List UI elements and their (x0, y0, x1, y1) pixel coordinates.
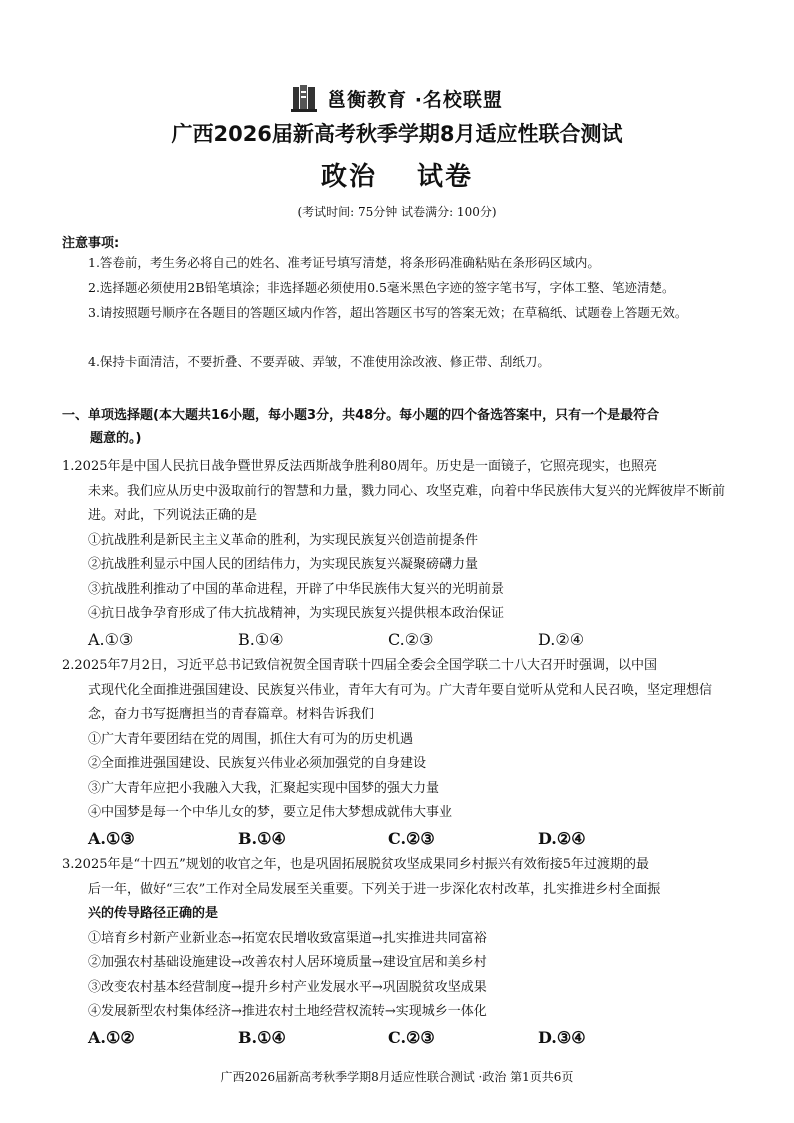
question-stem: 未来。我们应从历史中汲取前行的智慧和力量，戮力同心、攻坚克难，向着中华民族伟大复兴的光辉彼岸不断前进。对此，下列说法正确的是 (88, 483, 726, 523)
question-stem: 3.2025年是“十四五”规划的收官之年，也是巩固拓展脱贫攻坚成果同乡村振兴有效衔接5年过渡期的最 (62, 857, 650, 872)
exam-title: 广西2026届新高考秋季学期8月适应性联合测试 (171, 122, 623, 146)
brand-name: 邕衡教育 ·名校联盟 (327, 88, 503, 111)
exam-info: (考试时间: 75分钟 试卷满分: 100分) (297, 205, 497, 219)
statement-item: ②全面推进强国建设、民族复兴伟业必须加强党的自身建设 (88, 756, 427, 771)
note-item: 2.选择题必须使用2B铅笔填涂；非选择题必须使用0.5毫米黑色字迹的签字笔书写，字体工整、笔迹清楚。 (88, 280, 675, 295)
answer-options (62, 1025, 734, 1051)
option-a: A.①③ (88, 828, 135, 848)
notes-title: 注意事项: (62, 236, 120, 251)
question-3 (62, 853, 734, 1051)
page-footer: 广西2026届新高考秋季学期8月适应性联合测试 ·政治 第1页共6页 (220, 1070, 574, 1084)
option-c: C.②③ (388, 629, 434, 649)
statement-item: ③广大青年应把小我融入大我，汇聚起实现中国梦的强大力量 (88, 780, 440, 796)
option-a: A.①② (88, 1027, 135, 1047)
question-2 (62, 654, 734, 852)
statement-item: ②加强农村基础设施建设→改善农村人居环境质量→建设宜居和美乡村 (88, 955, 487, 970)
statement-item: ①培育乡村新产业新业态→拓宽农民增收致富渠道→扎实推进共同富裕 (88, 930, 487, 946)
statement-item: ③改变农村基本经营制度→提升乡村产业发展水平→巩固脱贫攻坚成果 (88, 979, 487, 995)
statement-item: ③抗战胜利推动了中国的革命进程，开辟了中华民族伟大复兴的光明前景 (88, 581, 505, 597)
option-b: B.①④ (238, 1027, 286, 1047)
statement-item: ④发展新型农村集体经济→推进农村土地经营权流转→实现城乡一体化 (88, 1004, 487, 1019)
note-item: 4.保持卡面清洁，不要折叠、不要弄破、弄皱，不准使用涂改液、修正带、刮纸刀。 (88, 354, 550, 369)
answer-options (62, 627, 734, 653)
statement-item: ④中国梦是每一个中华儿女的梦，要立足伟大梦想成就伟大事业 (88, 805, 453, 820)
note-item: 3.请按照题号顺序在各题目的答题区域内作答，超出答题区书写的答案无效；在草稿纸、试题卷上答题无效。 (88, 305, 688, 320)
book-logo-icon (291, 84, 317, 112)
section-heading-line: 一、单项选择题(本大题共16小题，每小题3分，共48分。每小题的四个备选答案中，只有一个是最符合 (62, 408, 660, 423)
section-heading-line: 题意的。) (90, 431, 142, 446)
subject-title (0, 156, 794, 193)
option-d: D.②④ (538, 828, 586, 848)
section-heading (62, 404, 734, 450)
option-c: C.②③ (388, 828, 435, 848)
statement-item: ②抗战胜利显示中国人民的团结伟力，为实现民族复兴凝聚磅礴力量 (88, 557, 479, 572)
option-a: A.①③ (88, 629, 134, 649)
note-item: 1.答卷前，考生务必将自己的姓名、准考证号填写清楚，将条形码准确粘贴在条形码区域内。 (88, 255, 600, 270)
option-d: D.②④ (538, 629, 585, 649)
question-stem: 式现代化全面推进强国建设、民族复兴伟业，青年大有可为。广大青年要自觉听从党和人民召唤，坚定理想信念，奋力书写挺膺担当的青春篇章。材料告诉我们 (88, 682, 713, 722)
option-b: B.①④ (238, 828, 286, 848)
answer-options (62, 826, 734, 852)
question-stem: 后一年，做好“三农”工作对全局发展至关重要。下列关于进一步深化农村改革，扎实推进乡村全面振 (88, 881, 661, 897)
option-d: D.③④ (538, 1027, 586, 1047)
brand-header (0, 84, 794, 116)
question-stem: 1.2025年是中国人民抗日战争暨世界反法西斯战争胜利80周年。历史是一面镜子，它照亮现实，也照亮 (62, 459, 658, 474)
question-1 (62, 455, 734, 653)
option-c: C.②③ (388, 1027, 435, 1047)
question-stem-emphasis: 兴的传导路径正确的是 (88, 906, 219, 921)
subject-name: 政治 (320, 162, 377, 192)
statement-item: ①抗战胜利是新民主主义革命的胜利，为实现民族复兴创造前提条件 (88, 532, 479, 548)
paper-label: 试卷 (417, 162, 474, 192)
statement-item: ①广大青年要团结在党的周围，抓住大有可为的历史机遇 (88, 731, 414, 747)
question-stem: 2.2025年7月2日，习近平总书记致信祝贺全国青联十四届全委会全国学联二十八大召开时强调，以中国 (62, 658, 658, 673)
option-b: B.①④ (238, 629, 284, 649)
statement-item: ④抗日战争孕育形成了伟大抗战精神，为实现民族复兴提供根本政治保证 (88, 606, 505, 621)
